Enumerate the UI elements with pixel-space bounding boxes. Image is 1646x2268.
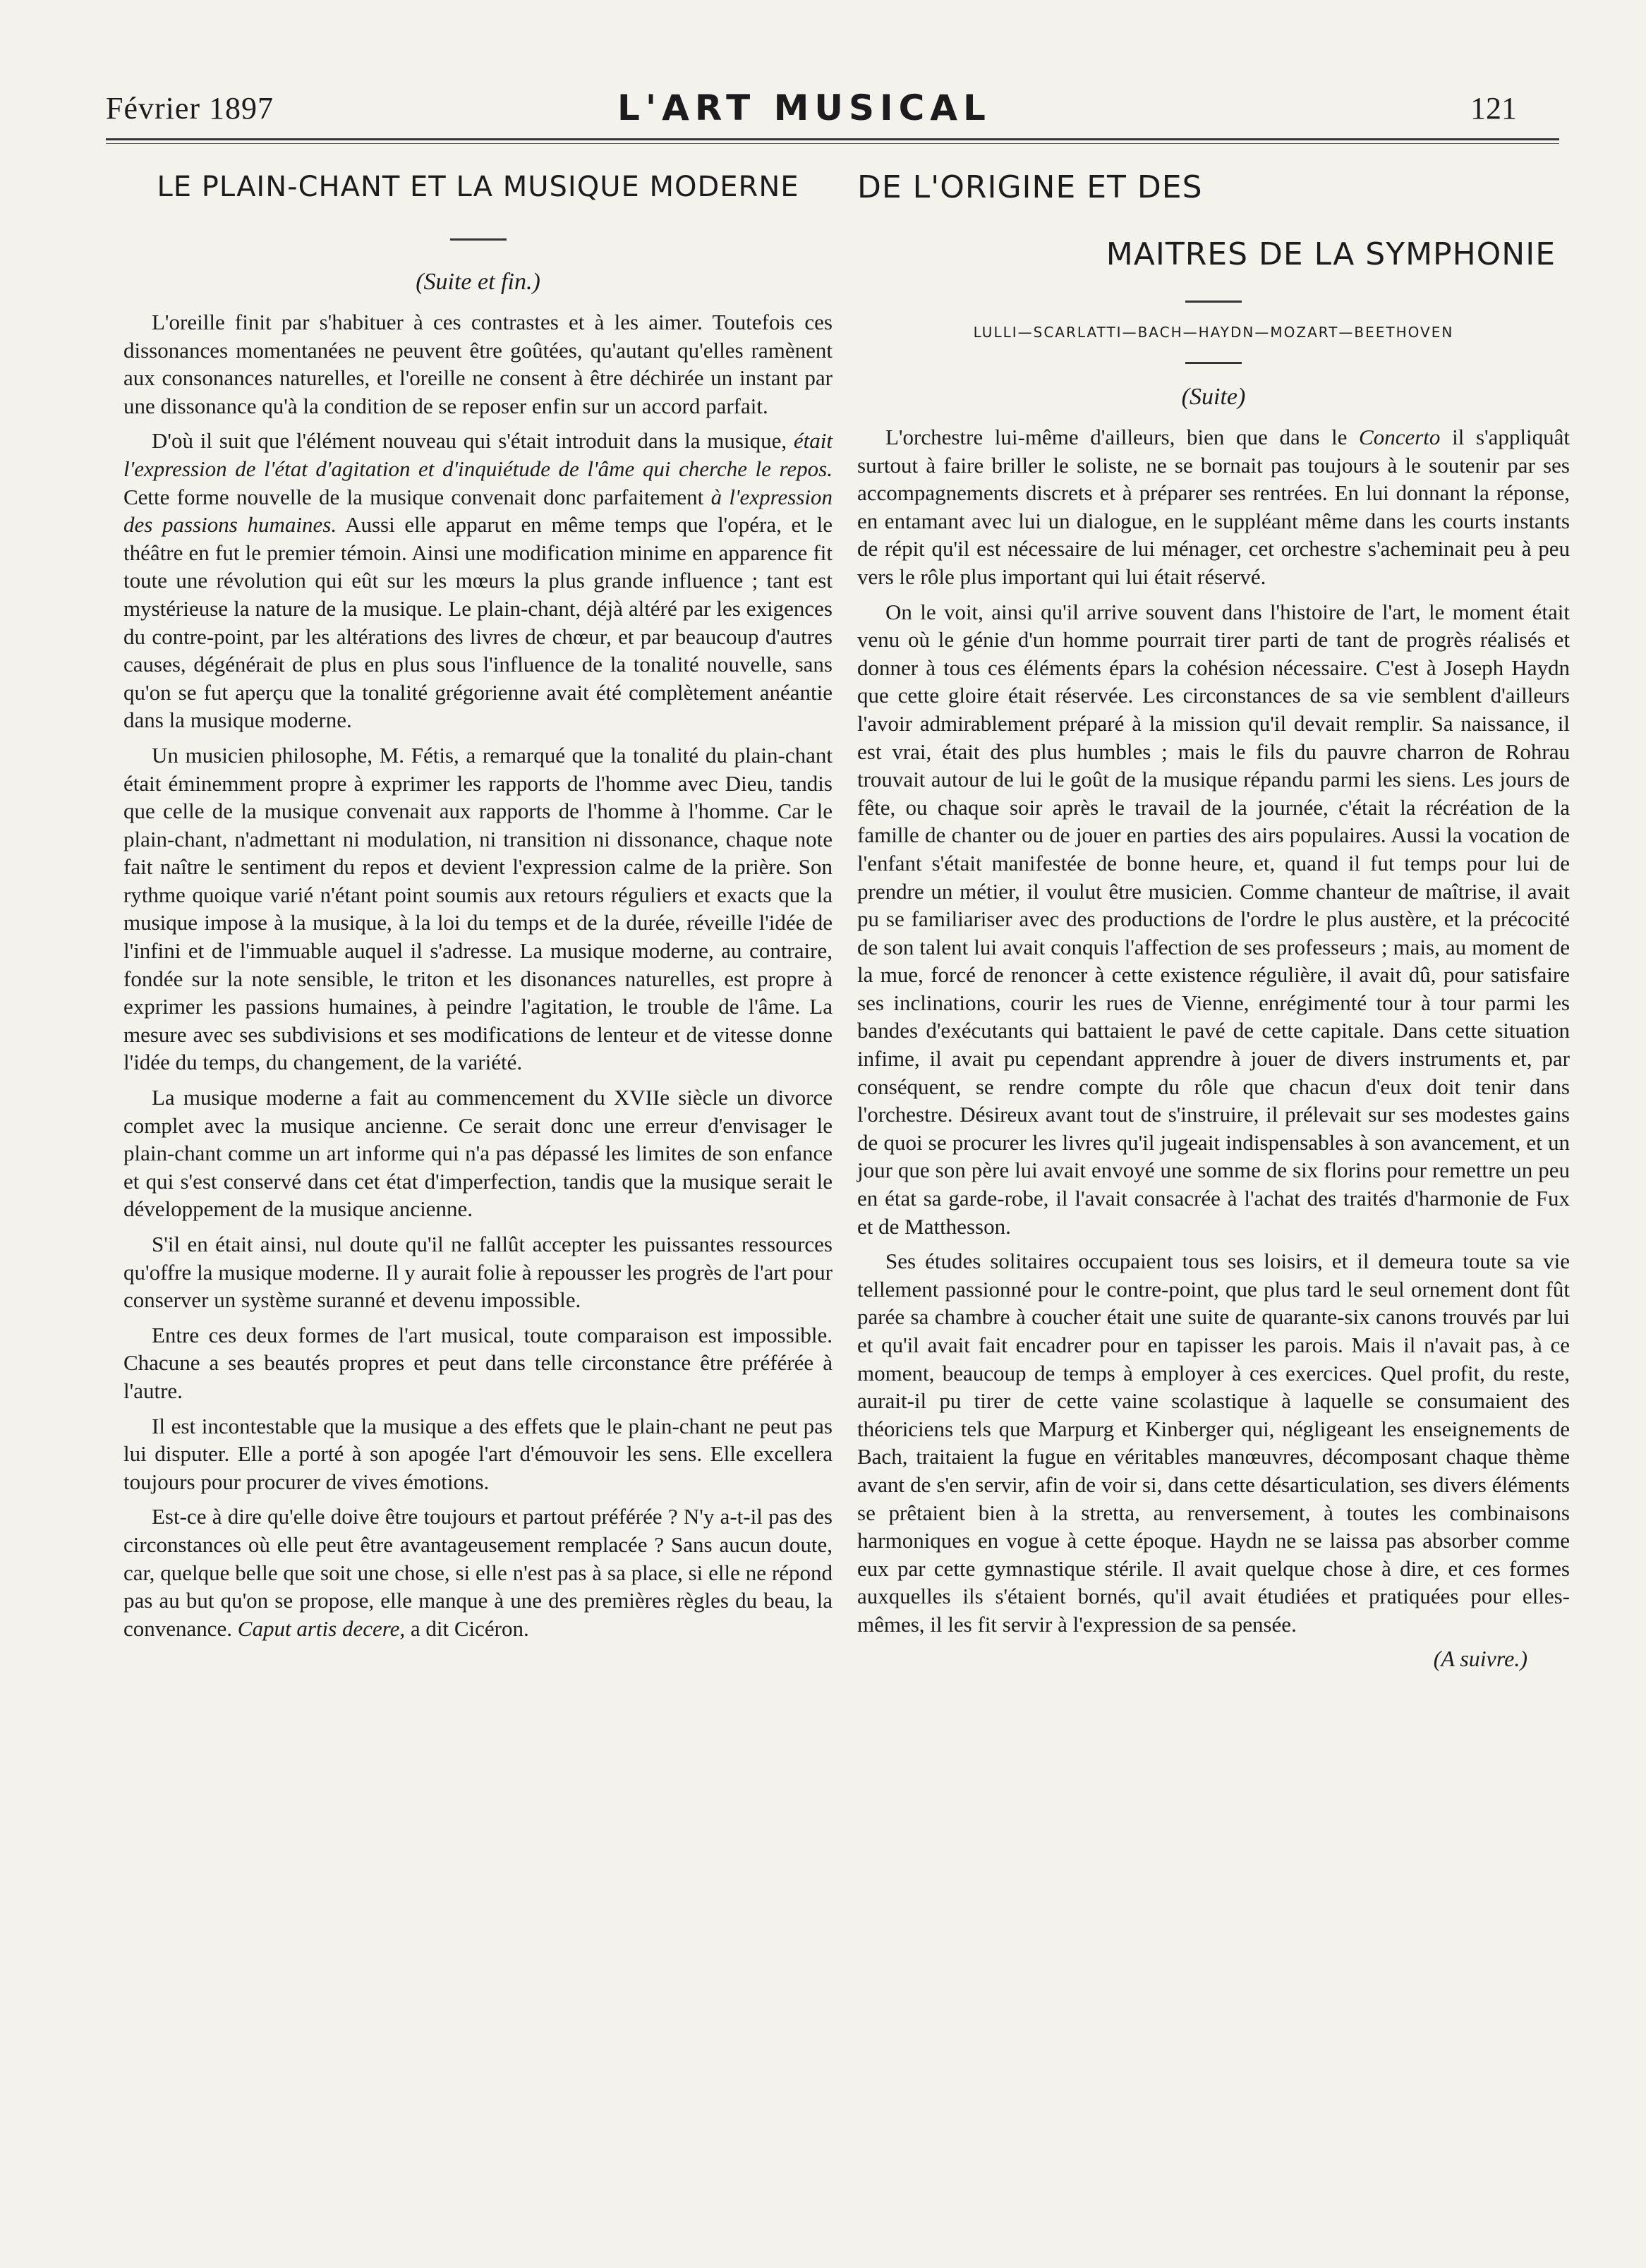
text-run: Aussi elle apparut en même temps que l'opéra, et le théâtre en fut le premier témoin. Ainsi une modification minime en apparence fit toute une révolution qui eût sur les mœurs la plus grande influence ; tant est mystérieuse la nature de la musique. Le plain-chant, déjà altéré par les exigences du contre-point, par les altérations des livres de chœur, et par beaucoup d'autres causes, dégénérait de plus en plus sous l'influence de la tonalité nouvelle, sans qu'on se fut aperçu que la tonalité grégorienne avait été complètement anéantie dans la musique moderne. xyxy=(123,512,833,733)
paragraph: L'oreille finit par s'habituer à ces contrastes et à les aimer. Toutefois ces dissonances momentanées ne peuvent être goûtées, qu'autant qu'elles ramènent aux consonances naturelles, et l'oreille ne consent à être déchirée un instant par une dissonance qu'à la condition de se reposer enfin sur un accord parfait. xyxy=(123,310,833,418)
left-column xyxy=(123,162,833,1649)
left-article-suite: (Suite et fin.) xyxy=(416,269,540,295)
italic-run: Concerto xyxy=(1359,425,1441,449)
paragraph: Entre ces deux formes de l'art musical, toute comparaison est impossible. Chacune a ses beautés propres et peut dans telle circonstance être préférée à l'autre. xyxy=(123,1322,833,1403)
paragraph xyxy=(123,1503,833,1642)
page-number: 121 xyxy=(1470,91,1517,126)
text-run: Cette forme nouvelle de la musique convenait donc parfaitement xyxy=(123,484,711,509)
subtitle-divider xyxy=(1185,362,1242,364)
issue-date: Février 1897 xyxy=(106,91,274,126)
text-run: Est-ce à dire qu'elle doive être toujours et partout préférée ? N'y a-t-il pas des circonstances où elle peut être avantageusement remplacée ? Sans aucun doute, car, quelque belle que soit une chose, si elle n'est pas à sa place, si elle ne répond pas au but qu'on se propose, elle manque à une des premières règles du beau, la convenance. xyxy=(123,1504,833,1641)
header-rule-thin xyxy=(106,143,1559,144)
paragraph: S'il en était ainsi, nul doute qu'il ne fallût accepter les puissantes ressources qu'offre la musique moderne. Il y aurait folie à repousser les progrès de l'art pour conserver un système suranné et devenu impossible. xyxy=(123,1232,833,1313)
paragraph: Ses études solitaires occupaient tous ses loisirs, et il demeura toute sa vie tellement passionné pour le contre-point, que plus tard le seul ornement dont fût parée sa chambre à coucher était une suite de quarante-six canons trouvés par lui et qu'il avait fait encadrer pour en tapisser les parois. Mais il n'avait pas, à ce moment, beaucoup de temps à employer à ces exercices. Quel profit, du reste, aurait-il pu tirer de cette vaine scolastique à laquelle se consumaient des théoriciens tels que Marpurg et Kinberger qui, négligeant les enseignements de Bach, traitaient la fugue en véritables manœuvres, décomposant chaque thème avant de s'en servir, afin de voir si, dans cette désarticulation, ses divers éléments se prêtaient bien à la stretta, au renversement, à toutes les combinaisons harmoniques en vogue à cette époque. Haydn ne se laissa pas absorber comme eux par cette gymnastique stérile. Il avait quelque chose à dire, et ces formes auxquelles ils s'étaient bornés, qu'il avait étudiées et pratiquées pour elles-mêmes, il les fit servir à l'expression de sa pensée. xyxy=(857,1249,1570,1637)
title-divider xyxy=(1185,301,1242,303)
text-run: il s'appliquât surtout à faire briller le soliste, ne se bornait pas toujours à le soutenir par ses accompagnements discrets et à préparer ses rentrées. En lui donnant la réponse, en entamant avec lui un dialogue, en le suppléant même dans les courts instants de répit qu'il est nécessaire de lui ménager, cet orchestre s'acheminait peu à peu vers le rôle plus important qui lui était réservé. xyxy=(857,425,1571,589)
title-divider xyxy=(450,238,507,241)
header-rule xyxy=(106,138,1559,140)
italic-run: était l'expression de l'état d'agitation et d'inquiétude de l'âme qui cherche le repos. xyxy=(123,428,833,481)
paragraph: La musique moderne a fait au commencement du XVIIe siècle un divorce complet avec la musique ancienne. Ce serait donc une erreur d'envisager le plain-chant comme un art informe qui n'a pas dépassé les limites de son enfance et qui s'est conservé dans cet état d'imperfection, tandis que la musique serait le développement de la musique ancienne. xyxy=(123,1085,833,1222)
right-article-title-line1: DE L'ORIGINE ET DES xyxy=(857,169,1203,205)
journal-title: L'ART MUSICAL xyxy=(617,87,991,128)
text-run: D'où il suit que l'élément nouveau qui s'était introduit dans la musique, xyxy=(152,428,794,454)
right-article-title-line2: MAITRES DE LA SYMPHONIE xyxy=(1106,236,1556,272)
right-column xyxy=(857,162,1570,1694)
italic-run: Caput artis decere, xyxy=(237,1615,406,1641)
page-header xyxy=(106,87,1517,140)
left-article-title: LE PLAIN-CHANT ET LA MUSIQUE MODERNE xyxy=(157,171,799,203)
paragraph: Il est incontestable que la musique a des effets que le plain-chant ne peut pas lui disputer. Elle a porté à son apogée l'art d'émouvoir les sens. Elle excellera toujours pour procurer de vives émotions. xyxy=(123,1413,833,1494)
paragraph: On le voit, ainsi qu'il arrive souvent dans l'histoire de l'art, le moment était venu où le génie d'un homme pourrait tirer parti de tant de progrès réalisés et donner à tous ces éléments épars la cohésion nécessaire. C'est à Joseph Haydn que cette gloire était réservée. Les circonstances de sa vie semblent d'ailleurs l'avoir admirablement préparé à la mission qu'il devait remplir. Sa naissance, il est vrai, était des plus humbles ; mais le fils du pauvre charron de Rohrau trouvait autour de lui le goût de la musique répandu parmi les siens. Les jours de fête, ou chaque soir après le travail de la journée, c'était la récréation de la famille de chanter ou de jouer en parties des airs populaires. Aussi la vocation de l'enfant s'était manifestée de bonne heure, et, quand il fut temps pour lui de prendre un métier, il voulut être musicien. Comme chanteur de maîtrise, il avait pu se familiariser avec des productions de l'ordre le plus austère, et la précocité de son talent lui avait conquis l'affection de ses professeurs ; mais, au moment de la mue, forcé de renoncer à cette existence régulière, il avait dû, pour satisfaire ses inclinations, courir les rues de Vienne, enrégimenté tour à tour parmi les bandes d'exécutants qui battaient le pavé de cette capitale. Dans cette situation infime, il avait pu cependant apprendre à jouer de divers instruments et, par conséquent, se rendre compte du rôle que chacun d'eux doit tenir dans l'orchestre. Désireux avant tout de s'instruire, il prélevait sur ses modestes gains de quoi se procurer les livres qu'il jugeait indispensables à son avancement, et un jour que son père lui avait envoyé une somme de six florins pour remettre un peu en état sa garde-robe, il l'avait consacrée à l'achat des traités d'harmonie de Fux et de Matthesson. xyxy=(857,599,1570,1239)
italic-run: à l'expression des passions humaines. xyxy=(123,484,833,538)
right-article-suite: (Suite) xyxy=(1181,384,1246,410)
paragraph: Un musicien philosophe, M. Fétis, a remarqué que la tonalité du plain-chant était éminemment propre à exprimer les rapports de l'homme avec Dieu, tandis que celle de la musique convenait aux rapports de l'homme à l'homme. Car le plain-chant, n'admettant ni modulation, ni transition ni dissonance, chaque note fait naître le sentiment du repos et devient l'expression calme de la prière. Son rythme quoique varié n'étant point soumis aux retours réguliers et exacts que la musique impose à la musique, à la loi du temps et de la durée, réveille l'idée de l'infini et de l'immuable auquel il s'adresse. La musique moderne, au contraire, fondée sur la note sensible, le triton et les disonances naturelles, est propre à exprimer les passions humaines, à peindre l'agitation, le trouble de l'âme. La mesure avec ses subdivisions et ses modifications de lenteur et de vitesse donne l'idée du temps, du changement, de la variété. xyxy=(123,742,833,1075)
composer-list: LULLI—SCARLATTI—BACH—HAYDN—MOZART—BEETHOVEN xyxy=(973,324,1454,341)
paragraph xyxy=(857,423,1570,591)
text-run: a dit Cicéron. xyxy=(405,1615,529,1641)
paragraph xyxy=(123,427,833,734)
to-be-continued: (A suivre.) xyxy=(1433,1645,1527,1671)
text-run: L'orchestre lui-même d'ailleurs, bien que dans le xyxy=(885,425,1360,449)
